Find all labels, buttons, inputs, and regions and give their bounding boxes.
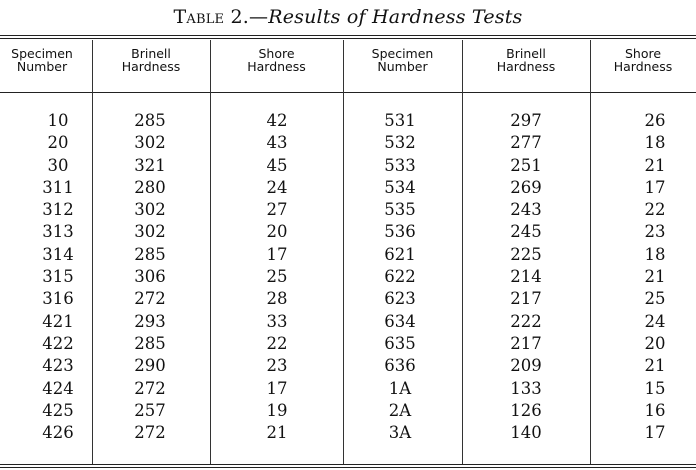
specimen-number-cell: 533: [384, 155, 416, 175]
bottom-rule: [0, 464, 696, 468]
brinell-hardness-cell: 302: [134, 200, 166, 220]
brinell-hardness-cell: 257: [134, 400, 166, 420]
specimen-number-cell: 622: [384, 267, 416, 287]
shore-hardness-cell: 24: [644, 311, 666, 331]
brinell-hardness-cell: 272: [134, 289, 166, 309]
shore-hardness-cell: 19: [266, 400, 288, 420]
specimen-number-cell: 423: [42, 356, 74, 376]
brinell-hardness-cell: 214: [510, 267, 542, 287]
header-specimen-number: Specimen Number: [371, 46, 434, 74]
shore-hardness-cell: 21: [644, 356, 666, 376]
specimen-number-cell: 634: [384, 311, 416, 331]
shore-hardness-cell: 17: [266, 378, 288, 398]
top-rule: [0, 35, 696, 39]
brinell-hardness-cell: 269: [510, 177, 542, 197]
shore-hardness-column: [247, 110, 307, 444]
brinell-hardness-cell: 321: [134, 155, 166, 175]
specimen-number-column: [28, 110, 88, 444]
brinell-hardness-cell: 140: [510, 423, 542, 443]
specimen-number-cell: 424: [42, 378, 74, 398]
shore-hardness-cell: 25: [266, 267, 288, 287]
brinell-hardness-cell: 251: [510, 155, 542, 175]
shore-hardness-cell: 22: [266, 333, 288, 353]
specimen-number-cell: 315: [42, 267, 74, 287]
brinell-hardness-cell: 222: [510, 311, 542, 331]
specimen-number-cell: 421: [42, 311, 74, 331]
specimen-number-cell: 621: [384, 244, 416, 264]
shore-hardness-cell: 17: [644, 423, 666, 443]
specimen-number-cell: 534: [384, 177, 416, 197]
specimen-number-cell: 30: [47, 155, 69, 175]
table-title: [0, 6, 696, 28]
brinell-hardness-cell: 285: [134, 333, 166, 353]
shore-hardness-cell: 22: [644, 200, 666, 220]
brinell-hardness-column: [496, 110, 556, 444]
brinell-hardness-cell: 126: [510, 400, 542, 420]
specimen-number-cell: 314: [42, 244, 74, 264]
column-divider: [590, 40, 591, 464]
shore-hardness-cell: 20: [266, 222, 288, 242]
shore-hardness-cell: 28: [266, 289, 288, 309]
shore-hardness-cell: 42: [266, 111, 288, 130]
shore-hardness-cell: 21: [266, 423, 288, 443]
shore-hardness-column: [625, 110, 685, 444]
brinell-hardness-cell: 290: [134, 356, 166, 376]
specimen-number-column: [370, 110, 430, 444]
shore-hardness-cell: 17: [644, 177, 666, 197]
brinell-hardness-cell: 302: [134, 133, 166, 153]
shore-hardness-cell: 26: [644, 111, 666, 130]
shore-hardness-cell: 23: [266, 356, 288, 376]
brinell-hardness-cell: 272: [134, 378, 166, 398]
shore-hardness-cell: 20: [644, 333, 666, 353]
brinell-hardness-column: [120, 110, 180, 444]
table-title-dash: —: [249, 6, 269, 28]
specimen-number-cell: 2A: [388, 400, 412, 420]
brinell-hardness-cell: 133: [510, 378, 542, 398]
header-brinell-hardness: Brinell Hardness: [496, 46, 556, 74]
brinell-hardness-cell: 225: [510, 244, 542, 264]
brinell-hardness-cell: 272: [134, 423, 166, 443]
specimen-number-cell: 426: [42, 423, 74, 443]
brinell-hardness-cell: 277: [510, 133, 542, 153]
specimen-number-cell: 316: [42, 289, 74, 309]
shore-hardness-cell: 45: [266, 155, 288, 175]
header-rule: [0, 92, 696, 93]
brinell-hardness-cell: 217: [510, 333, 542, 353]
specimen-number-cell: 636: [384, 356, 416, 376]
shore-hardness-cell: 18: [644, 133, 666, 153]
brinell-hardness-cell: 280: [134, 177, 166, 197]
brinell-hardness-cell: 293: [134, 311, 166, 331]
brinell-hardness-cell: 217: [510, 289, 542, 309]
brinell-hardness-cell: 245: [510, 222, 542, 242]
specimen-number-cell: 635: [384, 333, 416, 353]
specimen-number-cell: 531: [384, 111, 416, 130]
shore-hardness-cell: 33: [266, 311, 288, 331]
column-divider: [92, 40, 93, 464]
brinell-hardness-cell: 285: [134, 111, 166, 130]
shore-hardness-cell: 18: [644, 244, 666, 264]
shore-hardness-cell: 21: [644, 267, 666, 287]
column-divider: [210, 40, 211, 464]
specimen-number-cell: 313: [42, 222, 74, 242]
shore-hardness-cell: 25: [644, 289, 666, 309]
specimen-number-cell: 311: [42, 177, 74, 197]
brinell-hardness-cell: 243: [510, 200, 542, 220]
shore-hardness-cell: 24: [266, 177, 288, 197]
shore-hardness-cell: 43: [266, 133, 288, 153]
specimen-number-cell: 536: [384, 222, 416, 242]
shore-hardness-cell: 15: [644, 378, 666, 398]
specimen-number-cell: 312: [42, 200, 74, 220]
table-title-prefix: Table 2.: [173, 6, 249, 28]
header-shore-hardness: Shore Hardness: [613, 46, 673, 74]
brinell-hardness-cell: 209: [510, 356, 542, 376]
header-specimen-number: Specimen Number: [11, 46, 73, 74]
table-title-text: Results of Hardness Tests: [268, 6, 523, 28]
brinell-hardness-cell: 306: [134, 267, 166, 287]
column-divider: [343, 40, 344, 464]
specimen-number-cell: 10: [47, 111, 69, 130]
brinell-hardness-cell: 297: [510, 111, 542, 130]
specimen-number-cell: 20: [47, 133, 69, 153]
brinell-hardness-cell: 285: [134, 244, 166, 264]
shore-hardness-cell: 17: [266, 244, 288, 264]
specimen-number-cell: 425: [42, 400, 74, 420]
specimen-number-cell: 532: [384, 133, 416, 153]
shore-hardness-cell: 16: [644, 400, 666, 420]
specimen-number-cell: 535: [384, 200, 416, 220]
shore-hardness-cell: 23: [644, 222, 666, 242]
shore-hardness-cell: 27: [266, 200, 288, 220]
specimen-number-cell: 1A: [388, 378, 412, 398]
shore-hardness-cell: 21: [644, 155, 666, 175]
specimen-number-cell: 422: [42, 333, 74, 353]
column-divider: [462, 40, 463, 464]
brinell-hardness-cell: 302: [134, 222, 166, 242]
header-brinell-hardness: Brinell Hardness: [121, 46, 181, 74]
specimen-number-cell: 623: [384, 289, 416, 309]
specimen-number-cell: 3A: [388, 423, 412, 443]
header-shore-hardness: Shore Hardness: [247, 46, 306, 74]
